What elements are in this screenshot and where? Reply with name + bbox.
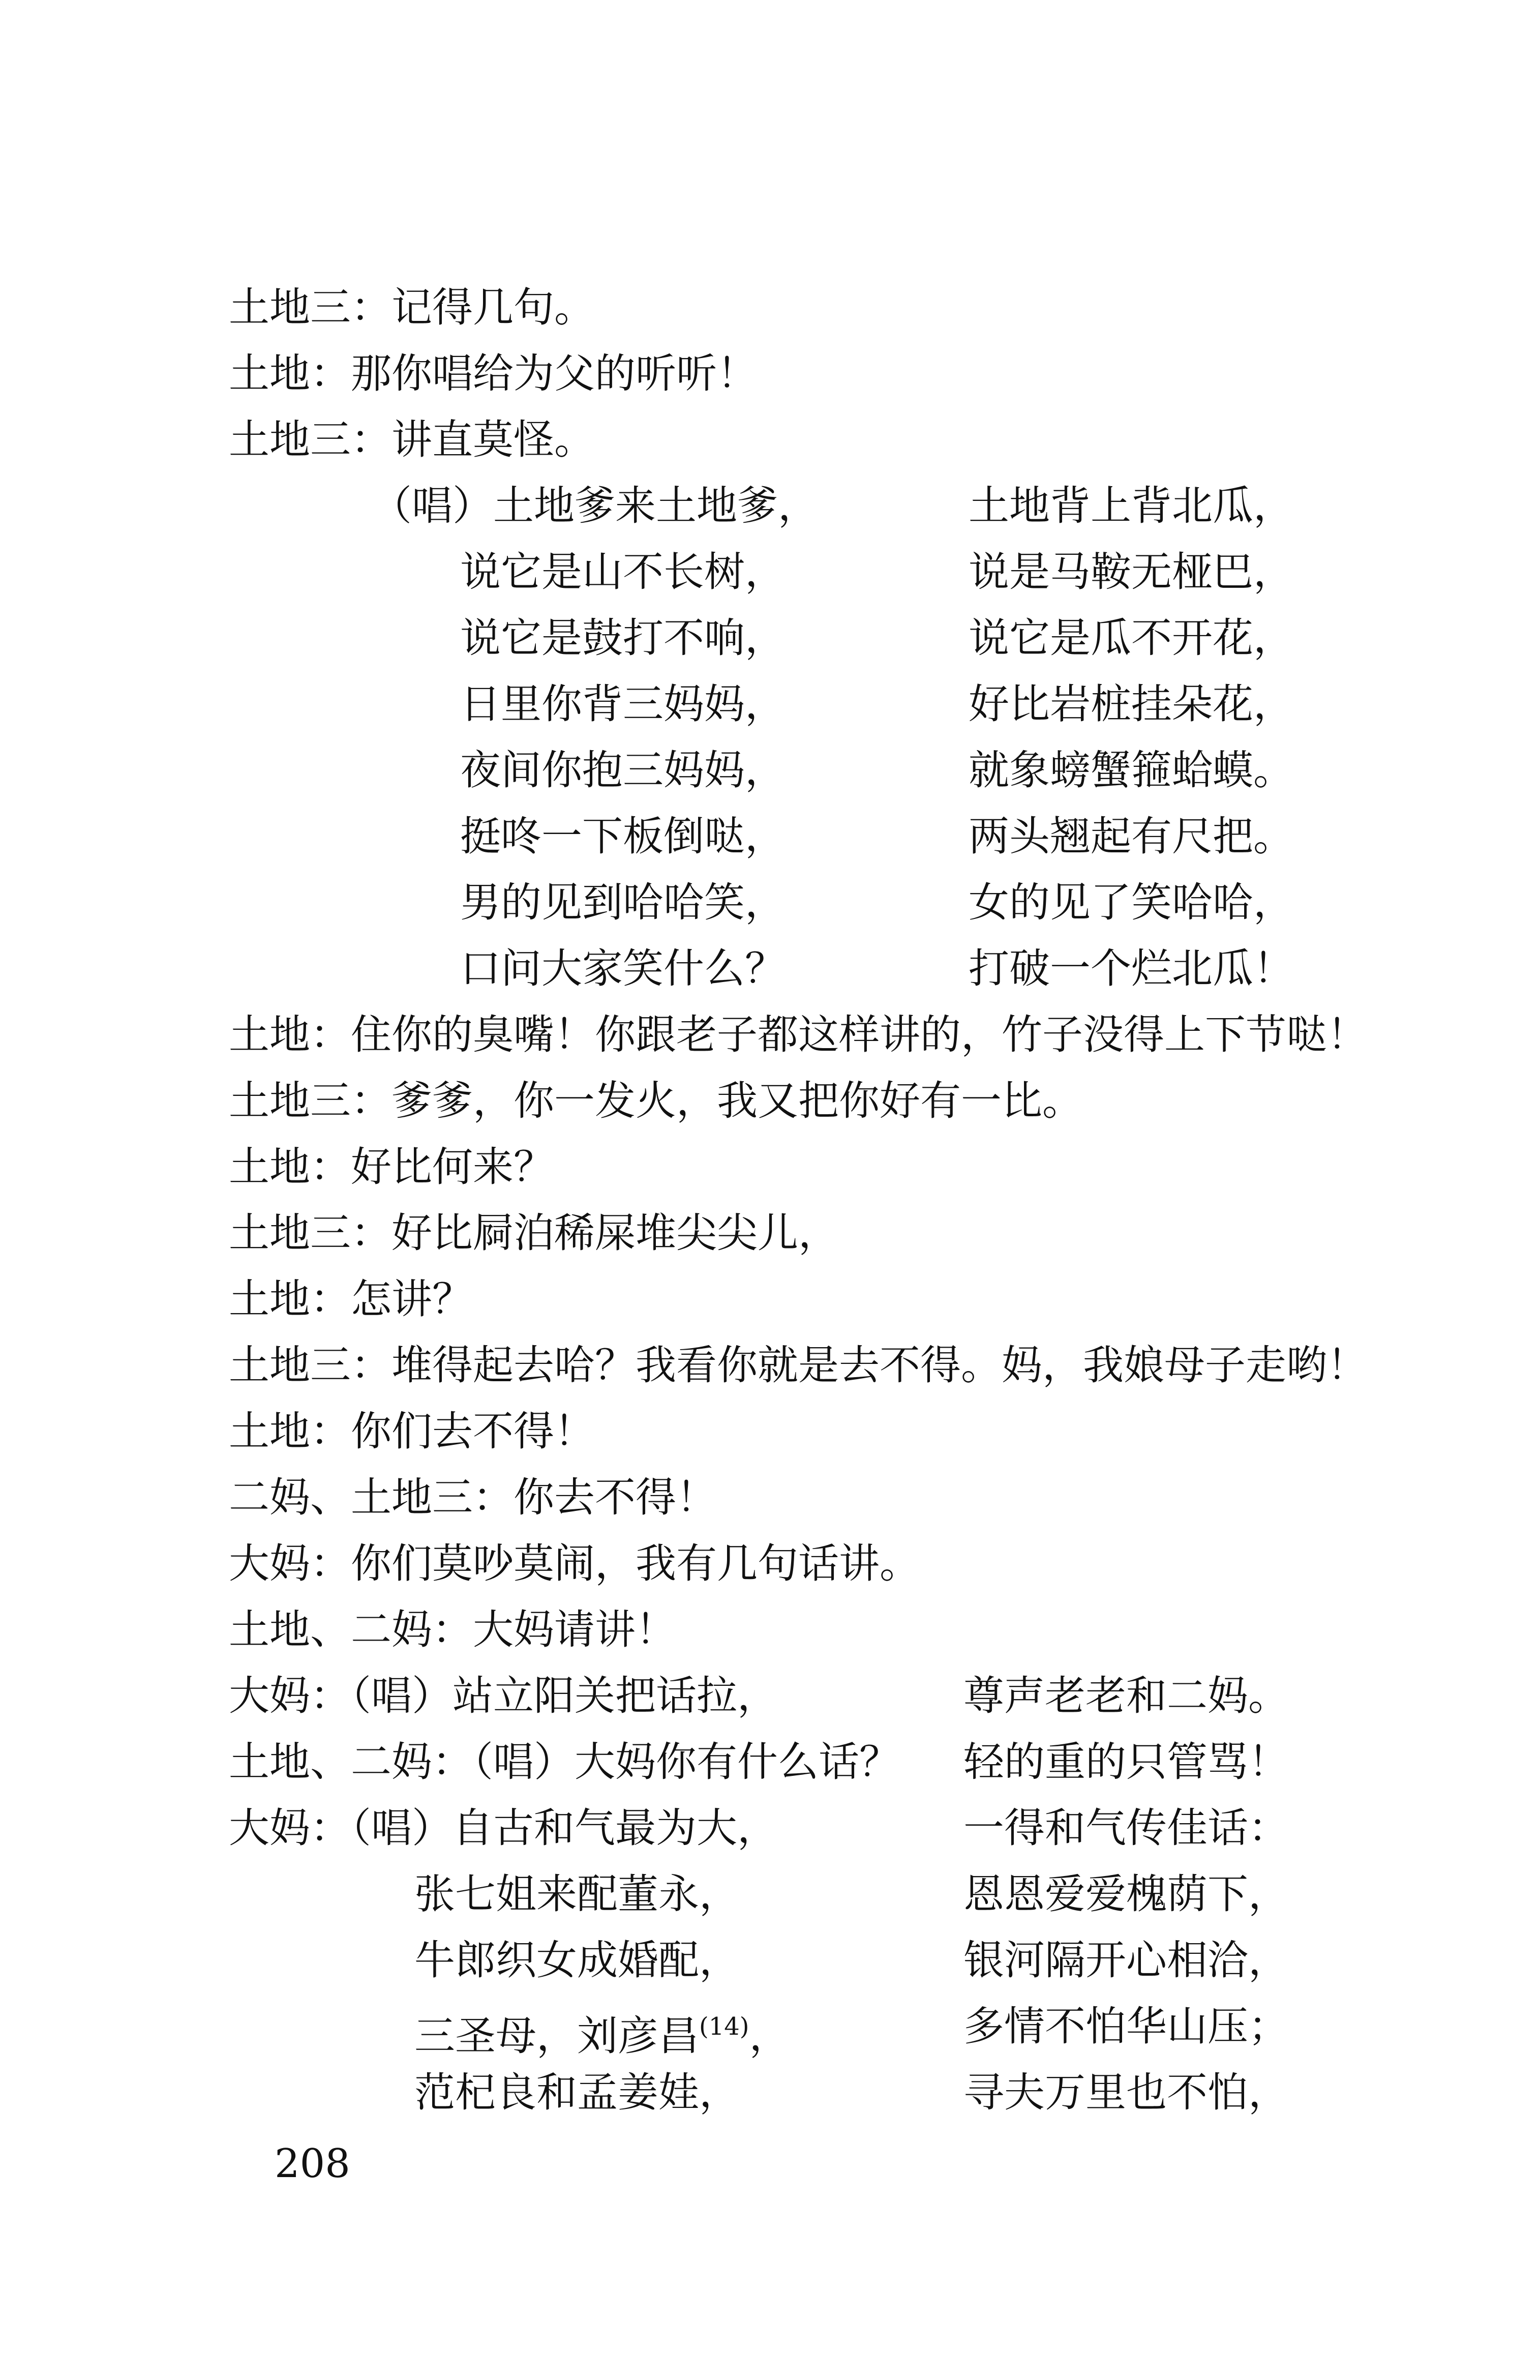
verse-right: 寻夫万里也不怕， xyxy=(963,2069,1289,2116)
verse-right: 多情不怕华山压； xyxy=(963,2003,1289,2050)
verse-left: 大妈：（唱）站立阳关把话拉， xyxy=(229,1672,778,1719)
verse-right: 说是马鞍无桠巴， xyxy=(969,548,1294,596)
verse-right: 就象螃蟹箍蛤蟆。 xyxy=(969,747,1294,794)
dialogue-line: 土地三：记得几句。 xyxy=(229,284,595,331)
verse-right: 女的见了笑哈哈， xyxy=(969,879,1294,926)
verse-right: 恩恩爱爱槐荫下， xyxy=(963,1870,1289,1918)
verse-left: 土地爹来土地爹， xyxy=(493,482,819,529)
dialogue-line: 土地三：好比屙泊稀屎堆尖尖儿， xyxy=(229,1209,839,1257)
dialogue-line: 土地：怎讲？ xyxy=(229,1275,473,1323)
dialogue-line: 土地：你们去不得！ xyxy=(229,1408,595,1455)
verse-right: 土地背上背北瓜， xyxy=(969,482,1294,529)
song-lead xyxy=(371,481,819,531)
dialogue-line: 土地三：讲直莫怪。 xyxy=(229,416,595,463)
verse-left: 大妈：（唱）自古和气最为大， xyxy=(229,1804,778,1852)
sing-marker: （唱） xyxy=(371,482,493,529)
verse-left: 夜间你抱三妈妈， xyxy=(460,747,786,794)
verse-right: 轻的重的只管骂！ xyxy=(963,1738,1289,1786)
verse-right: 两头翘起有尺把。 xyxy=(969,813,1294,860)
verse-left: 挺咚一下板倒哒， xyxy=(460,813,786,860)
verse-left: 男的见到哈哈笑， xyxy=(460,879,786,926)
verse-left: 范杞良和孟姜娃， xyxy=(414,2069,740,2116)
dialogue-line: 土地：住你的臭嘴！你跟老子都这样讲的，竹子没得上下节哒！ xyxy=(229,1011,1368,1058)
verse-text: 三圣母，刘彦昌 xyxy=(414,2012,699,2060)
verse-left: 牛郎织女成婚配， xyxy=(414,1937,740,1984)
dialogue-line: 土地三：堆得起去哈？我看你就是去不得。妈，我娘母子走哟！ xyxy=(229,1342,1368,1389)
dialogue-line: 土地三：爹爹，你一发火，我又把你好有一比。 xyxy=(229,1077,1083,1124)
verse-right: 好比岩桩挂朵花， xyxy=(969,680,1294,728)
verse-right: 打破一个烂北瓜！ xyxy=(969,945,1294,992)
footnote-marker: (14) xyxy=(699,2012,749,2041)
dialogue-line: 土地：好比何来？ xyxy=(229,1143,554,1191)
verse-punctuation: ， xyxy=(749,2012,790,2060)
verse-left: 说它是鼓打不响， xyxy=(460,614,786,662)
dialogue-line: 二妈、土地三：你去不得！ xyxy=(229,1474,717,1521)
verse-left: 土地、二妈：（唱）大妈你有什么话？ xyxy=(229,1738,900,1786)
verse-left xyxy=(414,2001,790,2062)
verse-right: 尊声老老和二妈。 xyxy=(963,1672,1289,1719)
verse-left: 说它是山不长树， xyxy=(460,548,786,596)
verse-right: 银河隔开心相洽， xyxy=(963,1937,1289,1984)
verse-left: 日里你背三妈妈， xyxy=(460,680,786,728)
verse-left: 张七姐来配董永， xyxy=(414,1870,740,1918)
dialogue-line: 大妈：你们莫吵莫闹，我有几句话讲。 xyxy=(229,1540,920,1587)
dialogue-line: 土地、二妈：大妈请讲！ xyxy=(229,1606,676,1653)
page-number: 208 xyxy=(275,2141,350,2187)
verse-right: 说它是瓜不开花， xyxy=(969,614,1294,662)
verse-right: 一得和气传佳话： xyxy=(963,1804,1289,1852)
verse-left: 口问大家笑什么？ xyxy=(460,945,786,992)
dialogue-line: 土地：那你唱给为父的听听！ xyxy=(229,350,758,397)
